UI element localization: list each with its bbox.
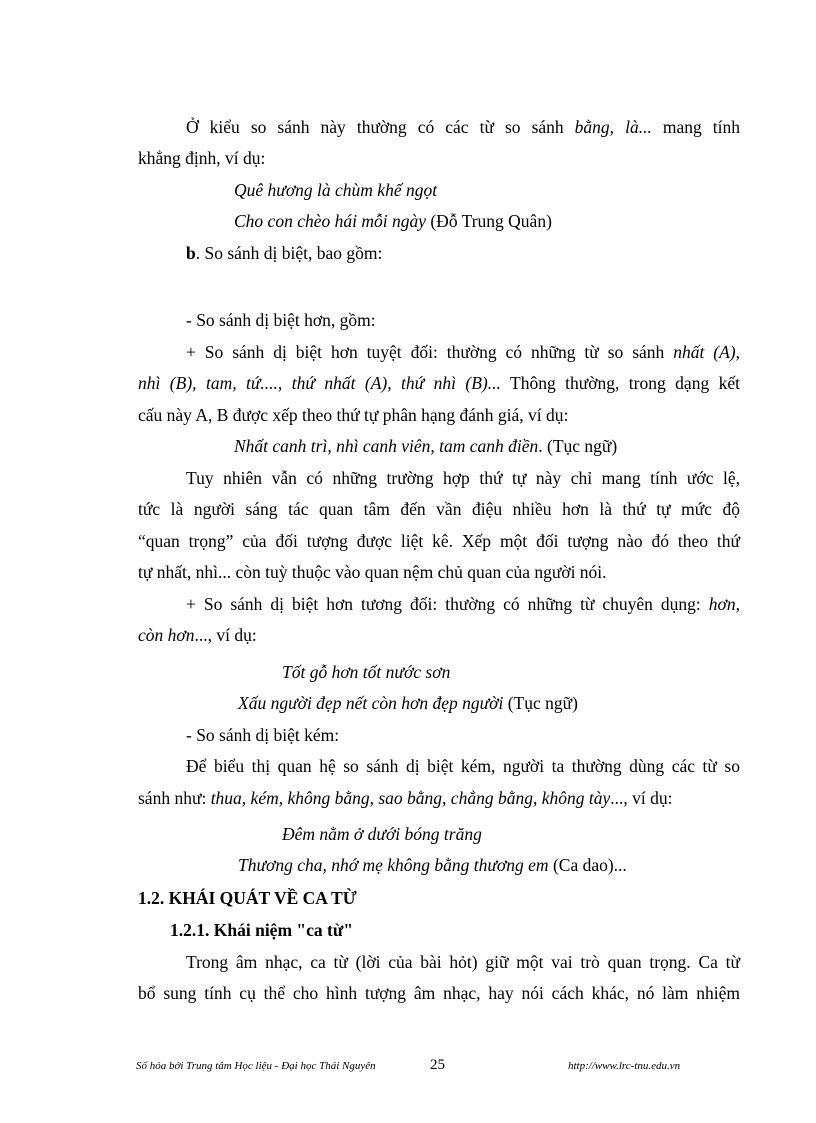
text: + So sánh dị biệt hơn tương đối: thường có những từ chuyên dụng: bbox=[186, 594, 709, 614]
poem-line bbox=[234, 210, 552, 232]
paragraph-line: - So sánh dị biệt hơn, gồm: bbox=[186, 310, 376, 330]
text: Thông thường, trong dạng kết bbox=[500, 373, 741, 393]
citation: (Tục ngữ) bbox=[503, 693, 578, 713]
paragraph-line bbox=[186, 116, 740, 138]
footer-source: Số hóa bởi Trung tâm Học liệu - Đại học Thái Nguyên bbox=[136, 1060, 376, 1072]
italic-text: thua, kém, không bằng, sao bằng, chẳng bằng, không tày bbox=[210, 788, 611, 808]
paragraph-line: Tuy nhiên vẫn có những trường hợp thứ tự này chỉ mang tính ước lệ, bbox=[186, 468, 740, 488]
paragraph-line: khẳng định, ví dụ: bbox=[138, 148, 266, 168]
poem-line: Tốt gỗ hơn tốt nước sơn bbox=[282, 662, 451, 682]
italic-text: bằng, là... bbox=[574, 117, 652, 137]
poem-line: Đêm nằm ở dưới bóng trăng bbox=[282, 824, 482, 844]
text: sánh như: bbox=[138, 788, 211, 808]
text: + So sánh dị biệt hơn tuyệt đối: thường có những từ so sánh bbox=[186, 342, 674, 362]
citation: . (Tục ngữ) bbox=[538, 436, 618, 456]
paragraph-line: bổ sung tính cụ thể cho hình tượng âm nhạc, hay nói cách khác, nó làm nhiệm bbox=[138, 983, 740, 1003]
paragraph-line: - So sánh dị biệt kém: bbox=[186, 725, 340, 745]
italic-text: Thương cha, nhớ mẹ không bằng thương em bbox=[238, 855, 549, 875]
paragraph-line bbox=[138, 787, 672, 809]
italic-text: hơn, bbox=[708, 594, 740, 614]
section-label bbox=[186, 242, 382, 264]
poem-line bbox=[238, 854, 627, 876]
text: . So sánh dị biệt, bao gồm: bbox=[195, 243, 383, 263]
paragraph-line: Để biểu thị quan hệ so sánh dị biệt kém, người ta thường dùng các từ so bbox=[186, 756, 740, 776]
italic-text: Nhất canh trì, nhì canh viên, tam canh điền bbox=[234, 436, 539, 456]
paragraph-line bbox=[186, 341, 740, 363]
paragraph-line: cấu này A, B được xếp theo thứ tự phân hạng đánh giá, ví dụ: bbox=[138, 405, 569, 425]
poem-line: Quê hương là chùm khế ngọt bbox=[234, 180, 438, 200]
bold-text: b bbox=[186, 243, 196, 263]
paragraph-line: Trong âm nhạc, ca từ (lời của bài hỏt) giữ một vai trò quan trọng. Ca từ bbox=[186, 952, 740, 972]
text: ..., ví dụ: bbox=[194, 625, 257, 645]
page-number: 25 bbox=[430, 1057, 445, 1073]
italic-text: nhì (B), tam, tứ...., thứ nhất (A), thứ nhì (B)... bbox=[138, 373, 501, 393]
text: Ở kiểu so sánh này thường có các từ so sánh bbox=[186, 117, 575, 137]
text: ..., ví dụ: bbox=[610, 788, 673, 808]
italic-text: nhất (A), bbox=[673, 342, 740, 362]
footer-url[interactable]: http://www.lrc-tnu.edu.vn bbox=[568, 1060, 681, 1072]
section-heading: 1.2. KHÁI QUÁT VỀ CA TỪ bbox=[138, 888, 357, 908]
citation: (Ca dao)... bbox=[548, 855, 627, 875]
italic-text: còn hơn bbox=[138, 625, 195, 645]
paragraph-line bbox=[138, 372, 740, 394]
text: mang tính bbox=[651, 117, 740, 137]
paragraph-line: tự nhất, nhì... còn tuỳ thuộc vào quan nệm chủ quan của người nói. bbox=[138, 562, 607, 582]
italic-text: Xấu người đẹp nết còn hơn đẹp người bbox=[238, 693, 504, 713]
italic-text: Cho con chèo hái mỗi ngày bbox=[234, 211, 426, 231]
paragraph-line bbox=[138, 624, 257, 646]
subsection-heading: 1.2.1. Khái niệm "ca từ" bbox=[170, 920, 354, 940]
poem-line bbox=[238, 692, 578, 714]
citation: (Đỗ Trung Quân) bbox=[425, 211, 552, 231]
example-line bbox=[234, 435, 617, 457]
paragraph-line: tức là người sáng tác quan tâm đến vần điệu nhiều hơn là thứ tự mức độ bbox=[138, 499, 740, 519]
paragraph-line bbox=[186, 593, 740, 615]
paragraph-line: “quan trọng” của đối tượng được liệt kê. Xếp một đối tượng nào đó theo thứ bbox=[138, 531, 740, 551]
